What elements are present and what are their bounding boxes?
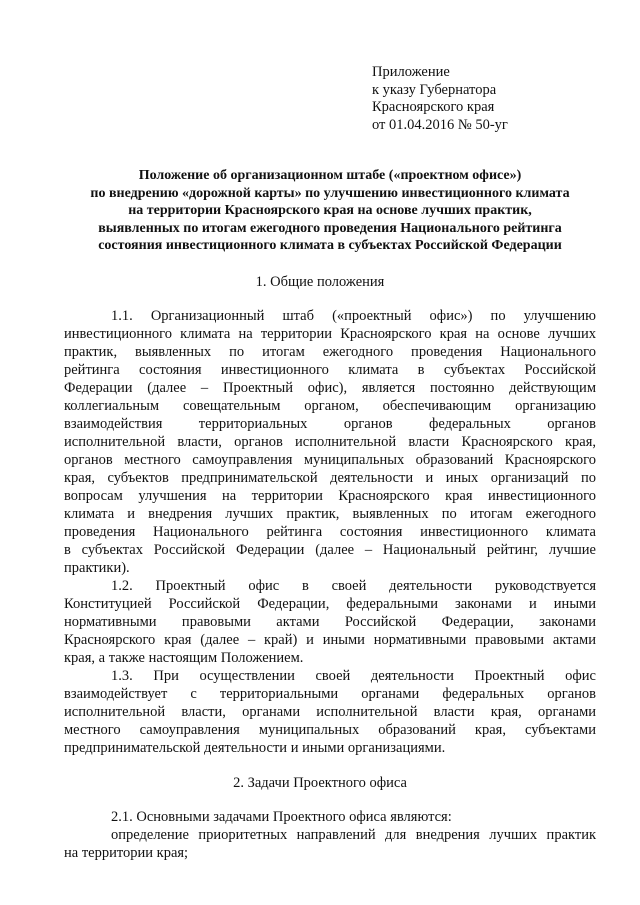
paragraph-line: практики). — [64, 560, 130, 576]
appendix-region: Красноярского края — [372, 99, 495, 115]
appendix-label: Приложение — [372, 64, 450, 80]
paragraph-line: Конституцией Российской Федерации, федеральными законами и иными — [64, 596, 596, 612]
paragraph-line: 1.1. Организационный штаб («проектный офис») по улучшению — [111, 308, 596, 324]
paragraph-line: проведения Национального рейтинга состояния инвестиционного климата — [64, 524, 596, 540]
title-line: по внедрению «дорожной карты» по улучшению инвестиционного климата — [90, 185, 570, 201]
title-line: на территории Красноярского края на основе лучших практик, — [128, 203, 532, 218]
paragraph-line: края, субъектов предпринимательской деятельности и иных организаций по — [64, 470, 596, 486]
paragraph-line: 1.3. При осуществлении своей деятельности Проектный офис — [111, 668, 596, 684]
paragraph-line: определение приоритетных направлений для внедрения лучших практик — [111, 827, 596, 843]
paragraph-line: на территории края; — [64, 845, 189, 861]
paragraph-line: в субъектах Российской Федерации (далее – Национальный рейтинг, лучшие — [64, 542, 596, 558]
paragraph-line: Красноярского края (далее – край) и иными нормативными правовыми актами — [64, 632, 596, 648]
title-line: выявленных по итогам ежегодного проведения Национального рейтинга — [98, 220, 562, 236]
paragraph-line: 1.2. Проектный офис в своей деятельности руководствуется — [111, 578, 596, 594]
paragraph-line: практик, выявленных по итогам ежегодного проведения Национального — [64, 344, 596, 360]
document-title — [56, 167, 604, 255]
paragraph-line: климата и внедрения лучших практик, выявленных по итогам ежегодного — [64, 506, 596, 522]
paragraph-line: рейтинга состояния инвестиционного климата в субъектах Российской — [64, 362, 596, 378]
paragraph-line: исполнительной власти, органами исполнительной власти края, органами — [64, 704, 596, 720]
paragraph-line: нормативными правовыми актами Российской Федерации, законами — [64, 614, 596, 630]
paragraph-line: взаимодействия территориальных органов федеральных органов — [64, 416, 596, 432]
paragraph-line: коллегиальным совещательным органом, обеспечивающим организацию — [64, 398, 596, 414]
paragraph-line: предпринимательской деятельности и иными организациями. — [64, 740, 446, 756]
paragraph-line: вопросам улучшения на территории Красноярского края инвестиционного — [64, 488, 596, 504]
section-2-heading: 2. Задачи Проектного офиса — [233, 775, 407, 791]
paragraph-line: 2.1. Основными задачами Проектного офиса являются: — [111, 809, 452, 825]
paragraph-line: Федерации (далее – Проектный офис), является постоянно действующим — [64, 380, 596, 396]
title-line: Положение об организационном штабе («проектном офисе») — [138, 168, 522, 183]
section-1-heading: 1. Общие положения — [255, 274, 385, 290]
paragraph-line: края, а также настоящим Положением. — [64, 650, 304, 666]
paragraph-line: взаимодействует с территориальными органами федеральных органов — [64, 686, 596, 702]
title-line: состояния инвестиционного климата в субъектах Российской Федерации — [98, 238, 562, 253]
paragraph-line: исполнительной власти, органов исполнительной власти Красноярского края, — [64, 434, 596, 450]
paragraph-line: органов местного самоуправления муниципальных образований Красноярского — [64, 452, 596, 468]
paragraph-line: местного самоуправления муниципальных образований края, субъектами — [64, 722, 596, 738]
paragraph-line: инвестиционного климата на территории Красноярского края на основе лучших — [64, 326, 596, 342]
appendix-date-number: от 01.04.2016 № 50-уг — [372, 116, 508, 133]
appendix-block — [372, 64, 508, 134]
appendix-decree-ref: к указу Губернатора — [372, 81, 497, 98]
